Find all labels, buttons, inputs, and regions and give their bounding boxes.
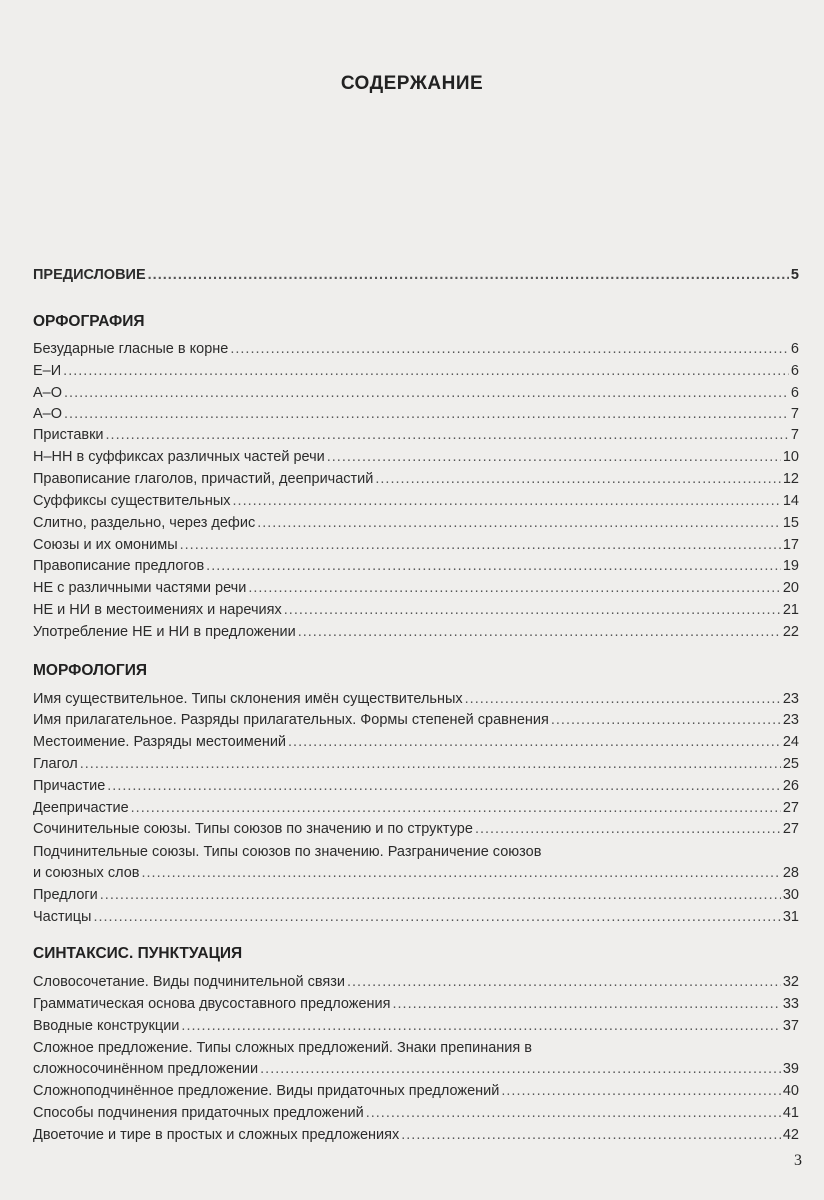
toc-entry-label: Суффиксы существительных bbox=[33, 493, 231, 509]
toc-entry-label: Предлоги bbox=[33, 887, 98, 903]
toc-entry[interactable] bbox=[33, 995, 799, 1013]
dot-leader bbox=[106, 426, 789, 444]
toc-entry-label: и союзных слов bbox=[33, 865, 140, 881]
toc-entry-page: 7 bbox=[790, 427, 799, 443]
toc-entry-page: 30 bbox=[782, 887, 799, 903]
dot-leader bbox=[298, 623, 781, 641]
toc-entry[interactable] bbox=[33, 426, 799, 444]
dot-leader bbox=[327, 448, 781, 466]
toc-entry-label: Местоимение. Разряды местоимений bbox=[33, 734, 287, 750]
dot-leader bbox=[63, 362, 789, 380]
toc-entry-page: 5 bbox=[790, 267, 799, 283]
dot-leader bbox=[257, 514, 781, 532]
dot-leader bbox=[465, 690, 781, 708]
dot-leader bbox=[107, 777, 781, 795]
toc-entry-label: Причастие bbox=[33, 778, 106, 794]
toc-entry[interactable] bbox=[33, 470, 799, 488]
toc-entry[interactable] bbox=[33, 799, 799, 817]
toc-entry-page: 21 bbox=[782, 602, 799, 618]
toc-entry-page: 24 bbox=[782, 734, 799, 750]
toc-entry[interactable] bbox=[33, 340, 799, 358]
toc-entry-page: 41 bbox=[782, 1105, 799, 1121]
page-number: 3 bbox=[794, 1152, 802, 1169]
toc-entry-page: 17 bbox=[782, 537, 799, 553]
toc-entry[interactable] bbox=[33, 908, 799, 926]
toc-entry-page: 12 bbox=[782, 471, 799, 487]
toc-entry[interactable] bbox=[33, 601, 799, 619]
dot-leader bbox=[141, 864, 780, 882]
dot-leader bbox=[206, 557, 781, 575]
toc-entry-page: 23 bbox=[782, 712, 799, 728]
dot-leader bbox=[64, 405, 789, 423]
toc-entry-label: Грамматическая основа двусоставного предложения bbox=[33, 996, 391, 1012]
toc-entry[interactable] bbox=[33, 711, 799, 729]
toc-entry-label: А–О bbox=[33, 385, 63, 401]
dot-leader bbox=[401, 1126, 781, 1144]
dot-leader bbox=[260, 1060, 781, 1078]
toc-entry-label: А–О bbox=[33, 406, 63, 422]
toc-entry-label: Е–И bbox=[33, 363, 62, 379]
section-heading-orthography: ОРФОГРАФИЯ bbox=[33, 313, 145, 330]
toc-entry-page: 23 bbox=[782, 691, 799, 707]
toc-entry-page: 31 bbox=[782, 909, 799, 925]
toc-entry-label: Союзы и их омонимы bbox=[33, 537, 178, 553]
dot-leader bbox=[64, 384, 789, 402]
toc-entry[interactable] bbox=[33, 733, 799, 751]
dot-leader bbox=[230, 340, 789, 358]
toc-entry[interactable] bbox=[33, 690, 799, 708]
toc-entry-label: Сочинительные союзы. Типы союзов по значению и по структуре bbox=[33, 821, 473, 837]
dot-leader bbox=[233, 492, 781, 510]
toc-entry-page: 42 bbox=[782, 1127, 799, 1143]
dot-leader bbox=[347, 973, 781, 991]
toc-entry[interactable] bbox=[33, 973, 799, 991]
dot-leader bbox=[131, 799, 781, 817]
toc-entry-first-line: Подчинительные союзы. Типы союзов по значению. Разграничение союзов bbox=[33, 844, 542, 860]
toc-entry[interactable] bbox=[33, 514, 799, 532]
toc-entry-label: сложносочинённом предложении bbox=[33, 1061, 259, 1077]
dot-leader bbox=[366, 1104, 781, 1122]
toc-entry-page: 33 bbox=[782, 996, 799, 1012]
toc-entry-label: Вводные конструкции bbox=[33, 1018, 180, 1034]
toc-entry[interactable] bbox=[33, 886, 799, 904]
toc-entry[interactable] bbox=[33, 1017, 799, 1035]
toc-entry[interactable] bbox=[33, 755, 799, 773]
toc-entry-label: Словосочетание. Виды подчинительной связи bbox=[33, 974, 345, 990]
dot-leader bbox=[100, 886, 781, 904]
toc-entry-page: 39 bbox=[782, 1061, 799, 1077]
toc-entry-page: 22 bbox=[782, 624, 799, 640]
toc-entry-label: Сложноподчинённое предложение. Виды придаточных предложений bbox=[33, 1083, 500, 1099]
toc-entry[interactable] bbox=[33, 1082, 799, 1100]
toc-entry[interactable] bbox=[33, 557, 799, 575]
dot-leader bbox=[181, 1017, 780, 1035]
toc-entry-label: Употребление НЕ и НИ в предложении bbox=[33, 624, 296, 640]
toc-entry[interactable] bbox=[33, 448, 799, 466]
toc-entry-label: Имя прилагательное. Разряды прилагательных. Формы степеней сравнения bbox=[33, 712, 549, 728]
page-title: СОДЕРЖАНИЕ bbox=[340, 73, 484, 94]
toc-entry-label: Правописание глаголов, причастий, деепричастий bbox=[33, 471, 374, 487]
dot-leader bbox=[501, 1082, 780, 1100]
dot-leader bbox=[180, 536, 781, 554]
dot-leader bbox=[148, 266, 789, 284]
section-heading-syntax: СИНТАКСИС. ПУНКТУАЦИЯ bbox=[33, 945, 243, 962]
toc-entry-label: ПРЕДИСЛОВИЕ bbox=[33, 267, 146, 283]
toc-entry-preface[interactable] bbox=[33, 266, 799, 284]
toc-entry[interactable] bbox=[33, 492, 799, 510]
toc-entry-page: 10 bbox=[782, 449, 799, 465]
toc-entry-page: 25 bbox=[782, 756, 799, 772]
toc-entry-page: 28 bbox=[782, 865, 799, 881]
toc-entry[interactable] bbox=[33, 864, 799, 882]
toc-entry-label: Слитно, раздельно, через дефис bbox=[33, 515, 256, 531]
toc-entry-page: 27 bbox=[782, 800, 799, 816]
toc-entry-label: Приставки bbox=[33, 427, 104, 443]
toc-entry[interactable] bbox=[33, 1060, 799, 1078]
toc-entry-page: 27 bbox=[782, 821, 799, 837]
toc-entry-label: Частицы bbox=[33, 909, 92, 925]
toc-entry[interactable] bbox=[33, 820, 799, 838]
dot-leader bbox=[288, 733, 781, 751]
dot-leader bbox=[80, 755, 781, 773]
toc-entry-page: 19 bbox=[782, 558, 799, 574]
toc-entry-page: 37 bbox=[782, 1018, 799, 1034]
toc-entry-page: 6 bbox=[790, 363, 799, 379]
dot-leader bbox=[551, 711, 781, 729]
toc-entry-label: Правописание предлогов bbox=[33, 558, 205, 574]
toc-entry[interactable] bbox=[33, 1104, 799, 1122]
toc-entry-first-line: Сложное предложение. Типы сложных предложений. Знаки препинания в bbox=[33, 1040, 532, 1056]
toc-entry-page: 40 bbox=[782, 1083, 799, 1099]
toc-entry-page: 26 bbox=[782, 778, 799, 794]
toc-entry-page: 6 bbox=[790, 341, 799, 357]
toc-entry-label: Деепричастие bbox=[33, 800, 129, 816]
toc-entry-label: Двоеточие и тире в простых и сложных предложениях bbox=[33, 1127, 400, 1143]
toc-entry[interactable] bbox=[33, 405, 799, 423]
toc-entry[interactable] bbox=[33, 1126, 799, 1144]
toc-entry[interactable] bbox=[33, 623, 799, 641]
toc-entry-label: Имя существительное. Типы склонения имён существительных bbox=[33, 691, 463, 707]
toc-entry[interactable] bbox=[33, 579, 799, 597]
toc-entry-label: Н–НН в суффиксах различных частей речи bbox=[33, 449, 325, 465]
toc-entry-label: Глагол bbox=[33, 756, 78, 772]
section-heading-morphology: МОРФОЛОГИЯ bbox=[33, 662, 148, 679]
toc-entry-label: НЕ и НИ в местоимениях и наречиях bbox=[33, 602, 282, 618]
dot-leader bbox=[375, 470, 780, 488]
toc-entry-label: Способы подчинения придаточных предложений bbox=[33, 1105, 364, 1121]
toc-entry[interactable] bbox=[33, 777, 799, 795]
dot-leader bbox=[393, 995, 781, 1013]
toc-entry-page: 32 bbox=[782, 974, 799, 990]
toc-entry[interactable] bbox=[33, 384, 799, 402]
dot-leader bbox=[284, 601, 781, 619]
toc-entry[interactable] bbox=[33, 362, 799, 380]
toc-entry-label: Безударные гласные в корне bbox=[33, 341, 229, 357]
toc-entry-page: 20 bbox=[782, 580, 799, 596]
toc-entry-label: НЕ с различными частями речи bbox=[33, 580, 247, 596]
toc-entry-page: 14 bbox=[782, 493, 799, 509]
dot-leader bbox=[475, 820, 781, 838]
toc-entry-page: 6 bbox=[790, 385, 799, 401]
dot-leader bbox=[93, 908, 780, 926]
toc-entry-page: 7 bbox=[790, 406, 799, 422]
toc-entry[interactable] bbox=[33, 536, 799, 554]
dot-leader bbox=[248, 579, 781, 597]
toc-entry-page: 15 bbox=[782, 515, 799, 531]
